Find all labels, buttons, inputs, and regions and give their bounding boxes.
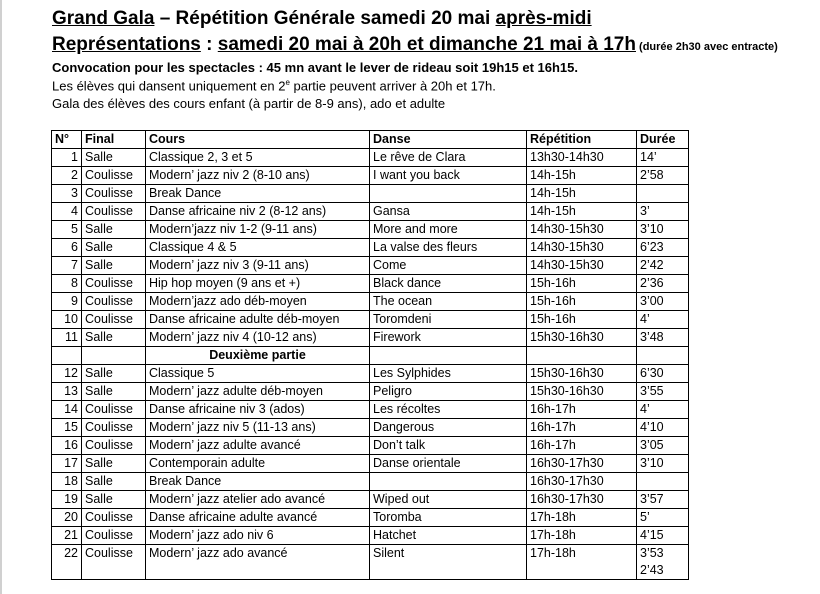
cell-number: 5	[52, 221, 82, 239]
cell-duration: 4’	[637, 401, 689, 419]
cell-rehearsal: 15h30-16h30	[527, 383, 637, 401]
performances-label: Représentations	[52, 34, 201, 55]
table-row	[52, 203, 689, 221]
cell-dance: Le rêve de Clara	[370, 149, 527, 167]
title-line-1	[52, 8, 592, 30]
section-empty-cell	[637, 347, 689, 365]
cell-number: 15	[52, 419, 82, 437]
cell-course: Modern’ jazz ado niv 6	[146, 527, 370, 545]
cell-course: Modern’ jazz niv 4 (10-12 ans)	[146, 329, 370, 347]
performances-dates: samedi 20 mai à 20h et dimanche 21 mai à 17h	[217, 34, 636, 55]
cell-final: Coulisse	[82, 545, 146, 580]
cell-rehearsal: 15h-16h	[527, 293, 637, 311]
cell-final: Salle	[82, 455, 146, 473]
cell-final: Coulisse	[82, 401, 146, 419]
col-rehearsal: Répétition	[527, 131, 637, 149]
cell-number: 7	[52, 257, 82, 275]
table-row	[52, 149, 689, 167]
cell-duration: 3’	[637, 203, 689, 221]
cell-final: Salle	[82, 329, 146, 347]
cell-dance: Don’t talk	[370, 437, 527, 455]
cell-final: Coulisse	[82, 311, 146, 329]
cell-final: Coulisse	[82, 293, 146, 311]
cell-final: Coulisse	[82, 419, 146, 437]
cell-course: Danse africaine niv 3 (ados)	[146, 401, 370, 419]
cell-dance	[370, 185, 527, 203]
table-row	[52, 329, 689, 347]
table-row	[52, 401, 689, 419]
cell-course: Modern’ jazz ado avancé	[146, 545, 370, 580]
cell-course: Modern’ jazz atelier ado avancé	[146, 491, 370, 509]
table-header-row	[52, 131, 689, 149]
table-row	[52, 257, 689, 275]
cell-number: 11	[52, 329, 82, 347]
cell-rehearsal: 14h-15h	[527, 185, 637, 203]
duration-value: 3’53	[640, 546, 664, 560]
cell-number: 9	[52, 293, 82, 311]
cell-dance: Les récoltes	[370, 401, 527, 419]
table-row	[52, 473, 689, 491]
cell-course: Modern’ jazz adulte avancé	[146, 437, 370, 455]
call-time: Convocation pour les spectacles : 45 mn avant le lever de rideau soit 19h15 et 16h15.	[52, 60, 578, 75]
table-row	[52, 419, 689, 437]
cell-course: Modern’ jazz niv 5 (11-13 ans)	[146, 419, 370, 437]
cell-dance: Firework	[370, 329, 527, 347]
table-row	[52, 527, 689, 545]
table-row	[52, 185, 689, 203]
cell-rehearsal: 15h30-16h30	[527, 365, 637, 383]
cell-dance: Wiped out	[370, 491, 527, 509]
cell-duration: 14’	[637, 149, 689, 167]
cell-rehearsal: 14h30-15h30	[527, 221, 637, 239]
table-row	[52, 293, 689, 311]
cell-final: Salle	[82, 491, 146, 509]
cell-dance: Danse orientale	[370, 455, 527, 473]
cell-rehearsal: 16h30-17h30	[527, 491, 637, 509]
cell-number: 13	[52, 383, 82, 401]
cell-final: Salle	[82, 149, 146, 167]
cell-course: Break Dance	[146, 185, 370, 203]
cell-course: Danse africaine adulte avancé	[146, 509, 370, 527]
section-empty-cell	[52, 347, 82, 365]
cell-rehearsal: 16h30-17h30	[527, 455, 637, 473]
table-row	[52, 221, 689, 239]
cell-course: Danse africaine niv 2 (8-12 ans)	[146, 203, 370, 221]
cell-duration	[637, 473, 689, 491]
cell-final: Salle	[82, 383, 146, 401]
cell-dance: The ocean	[370, 293, 527, 311]
cell-rehearsal: 15h-16h	[527, 275, 637, 293]
cell-dance: Les Sylphides	[370, 365, 527, 383]
cell-number: 2	[52, 167, 82, 185]
cell-dance: Toromba	[370, 509, 527, 527]
col-dance: Danse	[370, 131, 527, 149]
cell-number: 4	[52, 203, 82, 221]
cell-rehearsal: 16h-17h	[527, 419, 637, 437]
title-rehearsal: – Répétition Générale samedi 20 mai	[154, 8, 496, 29]
cell-course: Classique 2, 3 et 5	[146, 149, 370, 167]
cell-course: Classique 5	[146, 365, 370, 383]
cell-course: Modern’ jazz adulte déb-moyen	[146, 383, 370, 401]
table-row	[52, 365, 689, 383]
title-afternoon: après-midi	[495, 8, 592, 29]
cell-final: Salle	[82, 239, 146, 257]
cell-dance: I want you back	[370, 167, 527, 185]
schedule-table	[51, 130, 689, 580]
cell-duration: 2’58	[637, 167, 689, 185]
cell-dance: More and more	[370, 221, 527, 239]
cell-duration: 5’	[637, 509, 689, 527]
cell-duration: 6’30	[637, 365, 689, 383]
cell-number: 18	[52, 473, 82, 491]
cell-duration: 3’57	[637, 491, 689, 509]
performances-colon: :	[200, 34, 218, 55]
cell-rehearsal: 13h30-14h30	[527, 149, 637, 167]
cell-number: 16	[52, 437, 82, 455]
cell-rehearsal: 16h-17h	[527, 401, 637, 419]
col-number: N°	[52, 131, 82, 149]
note-text-a: Les élèves qui dansent uniquement en 2	[52, 78, 286, 94]
section-empty-cell	[370, 347, 527, 365]
cell-dance: Silent	[370, 545, 527, 580]
cell-duration: 3’10	[637, 221, 689, 239]
cell-course: Modern’ jazz niv 3 (9-11 ans)	[146, 257, 370, 275]
cell-final: Coulisse	[82, 185, 146, 203]
cell-rehearsal: 16h-17h	[527, 437, 637, 455]
note-sup: e	[285, 78, 290, 87]
cell-course: Classique 4 & 5	[146, 239, 370, 257]
page-left-border	[0, 0, 2, 594]
cell-course: Modern’jazz ado déb-moyen	[146, 293, 370, 311]
cell-rehearsal: 15h30-16h30	[527, 329, 637, 347]
cell-duration	[637, 545, 689, 580]
gala-description: Gala des élèves des cours enfant (à partir de 8-9 ans), ado et adulte	[52, 96, 446, 111]
cell-rehearsal: 14h-15h	[527, 167, 637, 185]
cell-duration: 3’05	[637, 437, 689, 455]
cell-duration: 3’55	[637, 383, 689, 401]
cell-number: 22	[52, 545, 82, 580]
cell-dance: Hatchet	[370, 527, 527, 545]
cell-number: 8	[52, 275, 82, 293]
cell-final: Salle	[82, 473, 146, 491]
section-empty-cell	[82, 347, 146, 365]
cell-final: Salle	[82, 257, 146, 275]
second-part-note	[52, 78, 496, 93]
cell-duration: 2’42	[637, 257, 689, 275]
cell-course: Contemporain adulte	[146, 455, 370, 473]
cell-course: Danse africaine adulte déb-moyen	[146, 311, 370, 329]
table-row	[52, 545, 689, 580]
cell-rehearsal: 17h-18h	[527, 509, 637, 527]
cell-rehearsal: 16h30-17h30	[527, 473, 637, 491]
cell-number: 10	[52, 311, 82, 329]
table-row	[52, 167, 689, 185]
cell-dance: Peligro	[370, 383, 527, 401]
cell-dance: Come	[370, 257, 527, 275]
note-text-b: partie peuvent arriver à 20h et 17h.	[289, 78, 496, 94]
title-gala: Grand Gala	[52, 8, 155, 29]
cell-duration: 6’23	[637, 239, 689, 257]
cell-number: 1	[52, 149, 82, 167]
cell-number: 14	[52, 401, 82, 419]
cell-final: Coulisse	[82, 527, 146, 545]
cell-course: Break Dance	[146, 473, 370, 491]
cell-dance: Toromdeni	[370, 311, 527, 329]
cell-rehearsal: 17h-18h	[527, 545, 637, 580]
cell-duration: 4’10	[637, 419, 689, 437]
section-row	[52, 347, 689, 365]
cell-final: Coulisse	[82, 437, 146, 455]
table-row	[52, 311, 689, 329]
cell-number: 21	[52, 527, 82, 545]
title-line-2	[52, 34, 778, 56]
cell-duration: 3’48	[637, 329, 689, 347]
table-row	[52, 491, 689, 509]
cell-rehearsal: 14h30-15h30	[527, 257, 637, 275]
cell-dance: Gansa	[370, 203, 527, 221]
table-row	[52, 437, 689, 455]
cell-final: Coulisse	[82, 509, 146, 527]
cell-rehearsal: 15h-16h	[527, 311, 637, 329]
cell-duration: 3’10	[637, 455, 689, 473]
col-duration: Durée	[637, 131, 689, 149]
table-row	[52, 509, 689, 527]
cell-course: Modern’ jazz niv 2 (8-10 ans)	[146, 167, 370, 185]
cell-number: 19	[52, 491, 82, 509]
duration-value-2: 2’43	[640, 563, 664, 577]
section-empty-cell	[527, 347, 637, 365]
col-course: Cours	[146, 131, 370, 149]
cell-course: Hip hop moyen (9 ans et +)	[146, 275, 370, 293]
cell-course: Modern’jazz niv 1-2 (9-11 ans)	[146, 221, 370, 239]
cell-rehearsal: 17h-18h	[527, 527, 637, 545]
col-final: Final	[82, 131, 146, 149]
cell-dance: Black dance	[370, 275, 527, 293]
cell-final: Salle	[82, 221, 146, 239]
cell-duration	[637, 185, 689, 203]
cell-dance: Dangerous	[370, 419, 527, 437]
cell-duration: 3’00	[637, 293, 689, 311]
table-row	[52, 275, 689, 293]
cell-final: Coulisse	[82, 167, 146, 185]
performances-duration: (durée 2h30 avec entracte)	[635, 41, 778, 53]
cell-duration: 4’15	[637, 527, 689, 545]
cell-number: 3	[52, 185, 82, 203]
cell-final: Salle	[82, 365, 146, 383]
cell-number: 17	[52, 455, 82, 473]
cell-final: Coulisse	[82, 275, 146, 293]
table-row	[52, 239, 689, 257]
cell-duration: 4’	[637, 311, 689, 329]
section-label: Deuxième partie	[146, 347, 370, 365]
cell-number: 12	[52, 365, 82, 383]
cell-duration: 2’36	[637, 275, 689, 293]
cell-number: 6	[52, 239, 82, 257]
cell-rehearsal: 14h-15h	[527, 203, 637, 221]
cell-final: Coulisse	[82, 203, 146, 221]
table-row	[52, 455, 689, 473]
cell-rehearsal: 14h30-15h30	[527, 239, 637, 257]
cell-dance	[370, 473, 527, 491]
table-row	[52, 383, 689, 401]
cell-dance: La valse des fleurs	[370, 239, 527, 257]
cell-number: 20	[52, 509, 82, 527]
